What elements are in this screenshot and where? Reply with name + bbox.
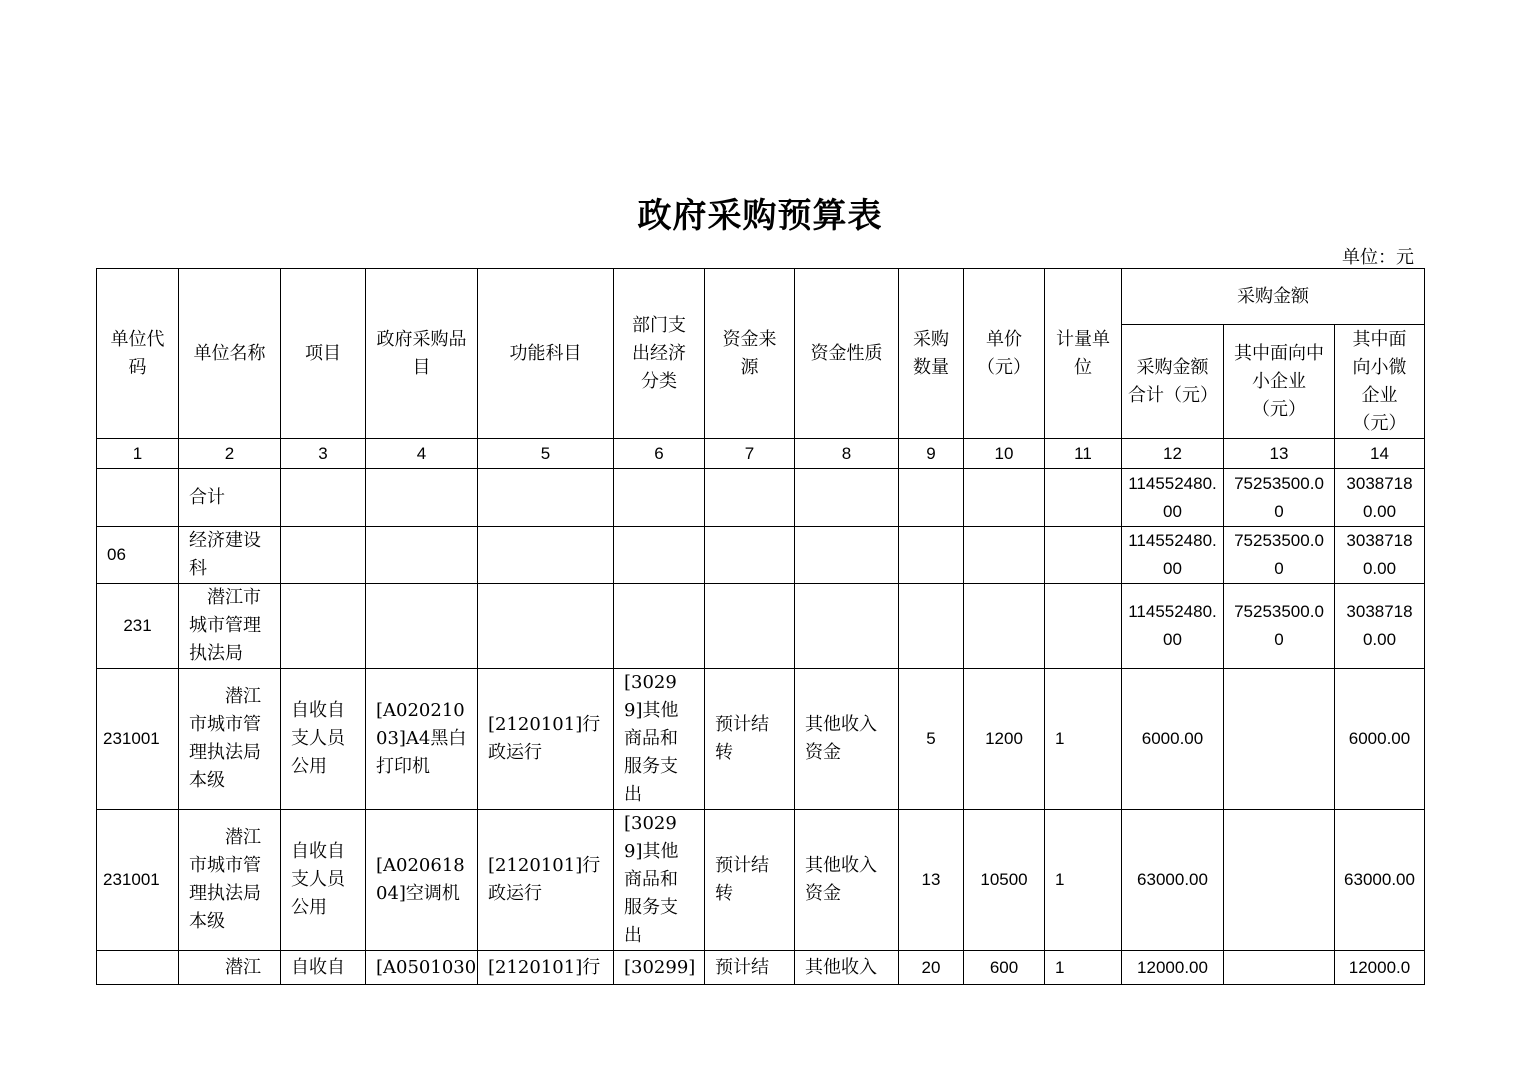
cell-econ	[614, 584, 705, 669]
cell-micro: 63000.00	[1335, 810, 1425, 951]
cell-item	[366, 527, 478, 584]
cell-item: [A0501030	[366, 951, 478, 985]
index-cell: 2	[179, 439, 281, 469]
cell-price	[964, 469, 1045, 527]
header-amount-group: 采购金额	[1122, 269, 1425, 325]
cell-price	[964, 584, 1045, 669]
cell-unit-code: 231	[97, 584, 179, 669]
cell-sme	[1224, 669, 1335, 810]
cell-project: 自收自	[281, 951, 366, 985]
cell-unit	[1045, 584, 1122, 669]
header-amount-sme: 其中面向中小企业（元）	[1224, 325, 1335, 439]
cell-micro: 6000.00	[1335, 669, 1425, 810]
index-cell: 3	[281, 439, 366, 469]
cell-unit-name: 潜江市城市管理执法局本级	[179, 810, 281, 951]
index-row	[97, 439, 1425, 469]
cell-unit-code	[97, 951, 179, 985]
cell-micro: 30387180.00	[1335, 584, 1425, 669]
table-row	[97, 951, 1425, 985]
index-cell: 12	[1122, 439, 1224, 469]
table-row	[97, 810, 1425, 951]
index-cell: 8	[795, 439, 899, 469]
cell-nature	[795, 527, 899, 584]
cell-function: [2120101]行政运行	[478, 669, 614, 810]
cell-qty	[899, 527, 964, 584]
cell-project	[281, 527, 366, 584]
cell-unit: 1	[1045, 669, 1122, 810]
cell-item	[366, 469, 478, 527]
cell-price: 1200	[964, 669, 1045, 810]
header-unit-price: 单价（元）	[964, 269, 1045, 439]
cell-unit: 1	[1045, 810, 1122, 951]
cell-price: 600	[964, 951, 1045, 985]
index-cell: 4	[366, 439, 478, 469]
cell-function: [2120101]行	[478, 951, 614, 985]
cell-price	[964, 527, 1045, 584]
header-measure-unit: 计量单位	[1045, 269, 1122, 439]
cell-unit-code: 231001	[97, 810, 179, 951]
cell-micro: 30387180.00	[1335, 469, 1425, 527]
index-cell: 14	[1335, 439, 1425, 469]
index-cell: 1	[97, 439, 179, 469]
cell-sme: 75253500.00	[1224, 469, 1335, 527]
cell-unit	[1045, 527, 1122, 584]
cell-sme: 75253500.00	[1224, 527, 1335, 584]
cell-function	[478, 469, 614, 527]
cell-source	[705, 584, 795, 669]
cell-total: 114552480.00	[1122, 584, 1224, 669]
cell-nature: 其他收入	[795, 951, 899, 985]
index-cell: 5	[478, 439, 614, 469]
cell-total: 6000.00	[1122, 669, 1224, 810]
cell-unit-code	[97, 469, 179, 527]
index-cell: 13	[1224, 439, 1335, 469]
cell-total: 114552480.00	[1122, 527, 1224, 584]
header-econ-class: 部门支出经济分类	[614, 269, 705, 439]
cell-econ: [30299]其他商品和服务支出	[614, 810, 705, 951]
table-row-06	[97, 527, 1425, 584]
header-procurement-item: 政府采购品目	[366, 269, 478, 439]
header-amount-micro: 其中面向小微企业（元）	[1335, 325, 1425, 439]
index-cell: 10	[964, 439, 1045, 469]
cell-unit-name: 合计	[179, 469, 281, 527]
cell-function	[478, 584, 614, 669]
header-unit-name: 单位名称	[179, 269, 281, 439]
cell-econ: [30299]	[614, 951, 705, 985]
cell-unit-code: 231001	[97, 669, 179, 810]
header-row-1	[97, 269, 1425, 325]
cell-project	[281, 584, 366, 669]
cell-project	[281, 469, 366, 527]
cell-nature: 其他收入资金	[795, 810, 899, 951]
cell-sme	[1224, 810, 1335, 951]
cell-source: 预计结	[705, 951, 795, 985]
cell-item: [A02061804]空调机	[366, 810, 478, 951]
page-title: 政府采购预算表	[637, 196, 883, 236]
table-row	[97, 669, 1425, 810]
cell-nature: 其他收入资金	[795, 669, 899, 810]
cell-econ	[614, 469, 705, 527]
cell-total: 114552480.00	[1122, 469, 1224, 527]
budget-table	[96, 268, 1425, 985]
cell-function	[478, 527, 614, 584]
cell-total: 63000.00	[1122, 810, 1224, 951]
unit-label: 单位：元	[1342, 247, 1414, 268]
index-cell: 6	[614, 439, 705, 469]
cell-qty	[899, 584, 964, 669]
header-unit-code: 单位代码	[97, 269, 179, 439]
cell-nature	[795, 469, 899, 527]
cell-project: 自收自支人员公用	[281, 669, 366, 810]
cell-qty: 13	[899, 810, 964, 951]
cell-econ	[614, 527, 705, 584]
cell-source	[705, 527, 795, 584]
index-cell: 9	[899, 439, 964, 469]
cell-unit: 1	[1045, 951, 1122, 985]
cell-unit-name: 潜江	[179, 951, 281, 985]
cell-unit-name: 潜江市城市管理执法局	[179, 584, 281, 669]
cell-source: 预计结转	[705, 810, 795, 951]
cell-source: 预计结转	[705, 669, 795, 810]
cell-unit-name: 经济建设科	[179, 527, 281, 584]
header-project: 项目	[281, 269, 366, 439]
header-amount-total: 采购金额合计（元）	[1122, 325, 1224, 439]
cell-project: 自收自支人员公用	[281, 810, 366, 951]
cell-qty: 20	[899, 951, 964, 985]
cell-total: 12000.00	[1122, 951, 1224, 985]
header-fund-source: 资金来源	[705, 269, 795, 439]
index-cell: 11	[1045, 439, 1122, 469]
cell-sme: 75253500.00	[1224, 584, 1335, 669]
cell-unit-code: 06	[97, 527, 179, 584]
index-cell: 7	[705, 439, 795, 469]
cell-qty: 5	[899, 669, 964, 810]
cell-econ: [30299]其他商品和服务支出	[614, 669, 705, 810]
cell-price: 10500	[964, 810, 1045, 951]
cell-source	[705, 469, 795, 527]
cell-sme	[1224, 951, 1335, 985]
header-fund-nature: 资金性质	[795, 269, 899, 439]
cell-item: [A02021003]A4黑白打印机	[366, 669, 478, 810]
cell-function: [2120101]行政运行	[478, 810, 614, 951]
cell-unit	[1045, 469, 1122, 527]
table-row-total	[97, 469, 1425, 527]
cell-unit-name: 潜江市城市管理执法局本级	[179, 669, 281, 810]
cell-nature	[795, 584, 899, 669]
cell-micro: 30387180.00	[1335, 527, 1425, 584]
cell-item	[366, 584, 478, 669]
header-function-subject: 功能科目	[478, 269, 614, 439]
table-row-231	[97, 584, 1425, 669]
header-quantity: 采购数量	[899, 269, 964, 439]
cell-micro: 12000.0	[1335, 951, 1425, 985]
cell-qty	[899, 469, 964, 527]
